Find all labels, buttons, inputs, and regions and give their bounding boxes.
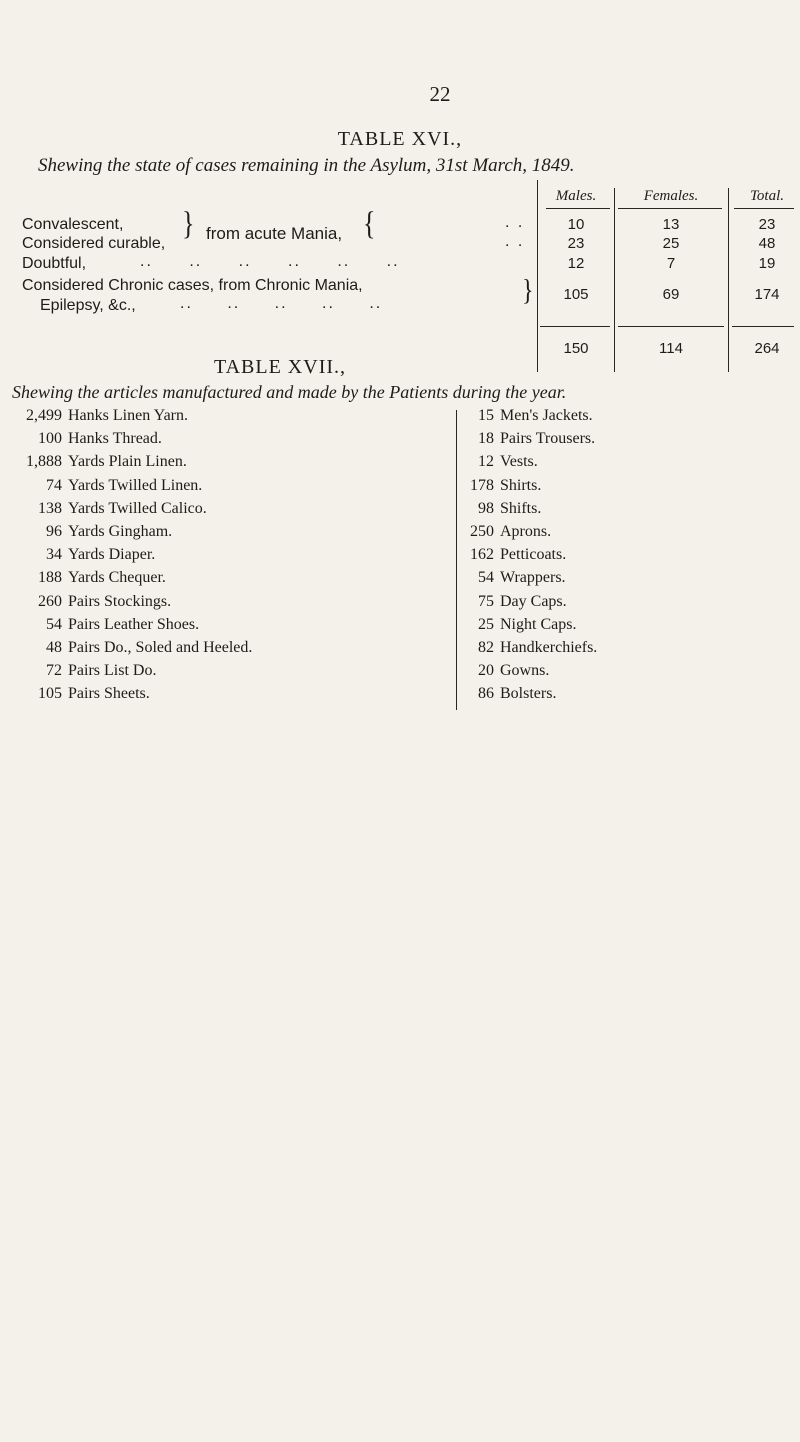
cell-males: 12 xyxy=(567,255,585,272)
total-all: 264 xyxy=(754,340,780,357)
article-quantity: 260 xyxy=(38,592,62,610)
cell-total: 19 xyxy=(758,255,776,272)
article-quantity: 75 xyxy=(478,592,494,610)
article-quantity: 98 xyxy=(478,499,494,517)
table-17-title: TABLE XVII., xyxy=(213,356,347,378)
article-name: Men's Jackets. xyxy=(500,407,593,424)
article-quantity: 178 xyxy=(470,476,494,494)
article-name: Yards Gingham. xyxy=(68,523,173,540)
article-quantity: 54 xyxy=(478,569,494,587)
column-rule xyxy=(728,188,729,372)
total-rule xyxy=(540,326,610,327)
article-name: Handkerchiefs. xyxy=(500,639,598,656)
header-total: Total. xyxy=(749,188,785,204)
article-name: Vests. xyxy=(500,453,538,471)
header-males: Males. xyxy=(555,188,597,204)
cell-total: 48 xyxy=(758,235,776,252)
article-quantity: 96 xyxy=(46,523,62,540)
article-quantity: 18 xyxy=(478,430,494,448)
article-name: Pairs Sheets. xyxy=(68,685,150,703)
leader-dots: . . xyxy=(505,214,525,231)
table-16-title: TABLE XVI., xyxy=(337,128,463,150)
header-females: Females. xyxy=(643,188,699,204)
article-name: Yards Twilled Calico. xyxy=(68,499,207,517)
leader-dots: .. .. .. .. .. .. xyxy=(140,253,400,270)
article-name: Pairs Do., Soled and Heeled. xyxy=(68,639,253,656)
article-name: Shirts. xyxy=(500,476,542,494)
article-quantity: 34 xyxy=(46,546,62,564)
article-name: Hanks Linen Yarn. xyxy=(68,407,188,424)
article-name: Shifts. xyxy=(500,499,542,517)
label-chronic: Considered Chronic cases, from Chronic Mania, xyxy=(22,277,363,294)
article-quantity: 25 xyxy=(478,615,494,633)
total-males: 150 xyxy=(563,340,589,357)
cell-males: 105 xyxy=(563,286,589,303)
label-acute: from acute Mania, xyxy=(206,224,343,243)
article-quantity: 162 xyxy=(470,546,494,564)
brace-left: } xyxy=(182,205,195,242)
cell-total: 23 xyxy=(758,216,776,233)
total-rule xyxy=(732,326,794,327)
label-curable: Considered curable, xyxy=(22,235,166,252)
brace-chronic: } xyxy=(522,274,534,308)
article-quantity: 100 xyxy=(38,430,62,448)
total-females: 114 xyxy=(659,340,683,357)
article-name: Petticoats. xyxy=(500,546,567,564)
article-name: Yards Twilled Linen. xyxy=(68,476,203,494)
article-quantity: 86 xyxy=(478,685,494,703)
article-name: Hanks Thread. xyxy=(68,430,162,448)
article-quantity: 105 xyxy=(38,685,62,703)
brace-right: { xyxy=(363,205,376,242)
article-name: Wrappers. xyxy=(500,569,566,587)
article-quantity: 250 xyxy=(470,523,494,540)
article-name: Pairs Stockings. xyxy=(68,592,172,610)
article-name: Pairs Trousers. xyxy=(500,430,596,448)
table-17-subtitle: Shewing the articles manufactured and made by the Patients during the year. xyxy=(12,382,567,402)
cell-males: 23 xyxy=(567,235,585,252)
article-quantity: 15 xyxy=(478,407,494,424)
article-name: Yards Chequer. xyxy=(68,569,166,587)
article-quantity: 1,888 xyxy=(26,453,62,471)
cell-females: 13 xyxy=(662,216,680,233)
article-quantity: 72 xyxy=(46,662,62,680)
leader-dots: . . xyxy=(505,233,525,250)
article-quantity: 12 xyxy=(478,453,494,471)
cell-females: 25 xyxy=(662,235,680,252)
page-number: 22 xyxy=(429,82,451,106)
article-quantity: 20 xyxy=(478,662,494,680)
header-underline xyxy=(546,208,610,209)
article-quantity: 54 xyxy=(46,615,62,633)
table-16-subtitle: Shewing the state of cases remaining in the Asylum, 31st March, 1849. xyxy=(38,155,575,176)
article-quantity: 48 xyxy=(46,639,62,656)
article-name: Night Caps. xyxy=(500,615,577,633)
article-name: Aprons. xyxy=(500,523,552,540)
column-rule xyxy=(537,180,538,372)
leader-dots: .. .. .. .. .. xyxy=(180,295,383,312)
article-name: Gowns. xyxy=(500,662,550,680)
article-name: Yards Diaper. xyxy=(68,546,156,564)
article-name: Day Caps. xyxy=(500,592,567,610)
article-quantity: 74 xyxy=(46,476,62,494)
article-quantity: 82 xyxy=(478,639,494,656)
header-underline xyxy=(618,208,722,209)
cell-females: 7 xyxy=(666,255,676,272)
cell-total: 174 xyxy=(754,286,780,303)
label-convalescent: Convalescent, xyxy=(22,216,124,233)
article-name: Yards Plain Linen. xyxy=(68,453,187,471)
total-rule xyxy=(618,326,724,327)
label-doubtful: Doubtful, xyxy=(22,255,87,272)
label-epilepsy: Epilepsy, &c., xyxy=(40,297,136,314)
article-name: Pairs Leather Shoes. xyxy=(68,615,200,633)
cell-males: 10 xyxy=(567,216,585,233)
article-name: Pairs List Do. xyxy=(68,662,157,680)
article-quantity: 138 xyxy=(38,499,62,517)
article-quantity: 188 xyxy=(38,569,62,587)
cell-females: 69 xyxy=(662,286,680,303)
article-quantity: 2,499 xyxy=(26,407,62,424)
article-name: Bolsters. xyxy=(500,685,557,703)
header-underline xyxy=(734,208,794,209)
